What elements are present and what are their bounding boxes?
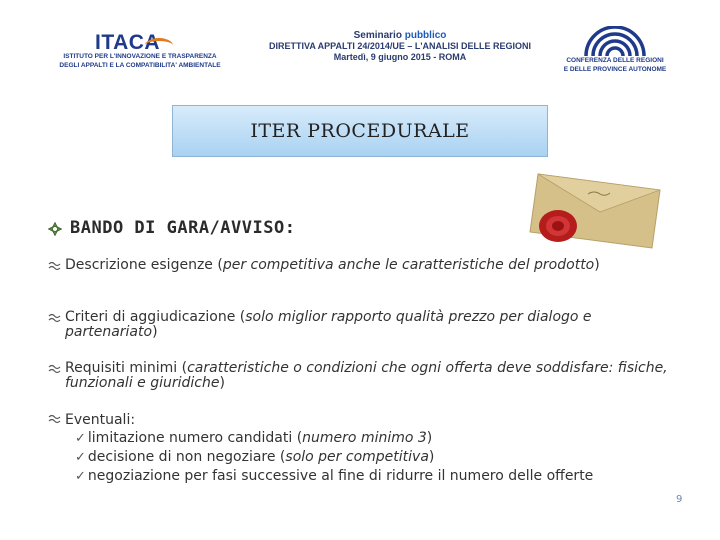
conference-logo: [556, 26, 674, 74]
wave-bullet-icon: [48, 414, 61, 424]
seminar-topic: DIRETTIVA APPALTI 24/2014/UE – L'ANALISI DELLE REGIONI: [268, 41, 531, 51]
wave-bullet-icon: [48, 313, 61, 323]
seminar-date: Martedì, 9 giugno 2015 - ROMA: [333, 52, 467, 62]
seminar-info: [250, 30, 550, 63]
itaca-logo: [50, 32, 230, 74]
itaca-subtitle-line-1: ISTITUTO PER L'INNOVAZIONE E TRASPARENZA: [63, 53, 217, 60]
list-item: [48, 310, 688, 342]
slide-title: ITER PROCEDURALE: [250, 120, 470, 142]
title-box: [172, 105, 548, 157]
conference-name-line-1: CONFERENZA DELLE REGIONI: [566, 57, 664, 64]
list-item-text: Criteri di aggiudicazione (solo miglior rapporto qualità prezzo per dialogo e partenariato): [65, 309, 592, 340]
list-item: [48, 361, 688, 393]
list-item: [48, 258, 688, 290]
itaca-subtitle-line-2: DEGLI APPALTI E LA COMPATIBILITA' AMBIENTALE: [59, 62, 221, 69]
list-item-eventuali: [48, 411, 688, 483]
sub-item: ✓ limitazione numero candidati (numero minimo 3): [75, 430, 433, 446]
list-item-text: Requisiti minimi (caratteristiche o condizioni che ogni offerta deve soddisfare: fisiche, funzionali e giuridiche): [65, 360, 668, 391]
wave-bullet-icon: [48, 364, 61, 374]
checkmark-icon: ✓: [75, 450, 86, 465]
checkmark-icon: ✓: [75, 469, 86, 484]
itaca-wordmark: ITACA: [95, 31, 161, 54]
section-heading-text: BANDO DI GARA/AVVISO:: [70, 218, 296, 238]
seminar-label: Seminario pubblico: [353, 30, 447, 41]
diamond-bullet-icon: [48, 222, 62, 236]
checkmark-icon: ✓: [75, 431, 86, 446]
sub-item: ✓ decisione di non negoziare (solo per competitiva): [75, 449, 435, 465]
slide-header: [0, 0, 720, 80]
arches-icon: [582, 26, 648, 56]
itaca-swoosh-icon: [145, 38, 173, 53]
list-item-text: Descrizione esigenze (per competitiva anche le caratteristiche del prodotto): [65, 257, 600, 273]
sub-item: ✓ negoziazione per fasi successive al fine di ridurre il numero delle offerte: [75, 468, 594, 484]
list-item-text: [65, 411, 685, 486]
section-heading: [48, 218, 518, 242]
sealed-envelope-image: [528, 168, 664, 250]
page-number: 9: [676, 494, 683, 505]
eventuali-label: Eventuali:: [65, 412, 136, 428]
conference-name-line-2: E DELLE PROVINCE AUTONOME: [563, 66, 667, 73]
wave-bullet-icon: [48, 261, 61, 271]
